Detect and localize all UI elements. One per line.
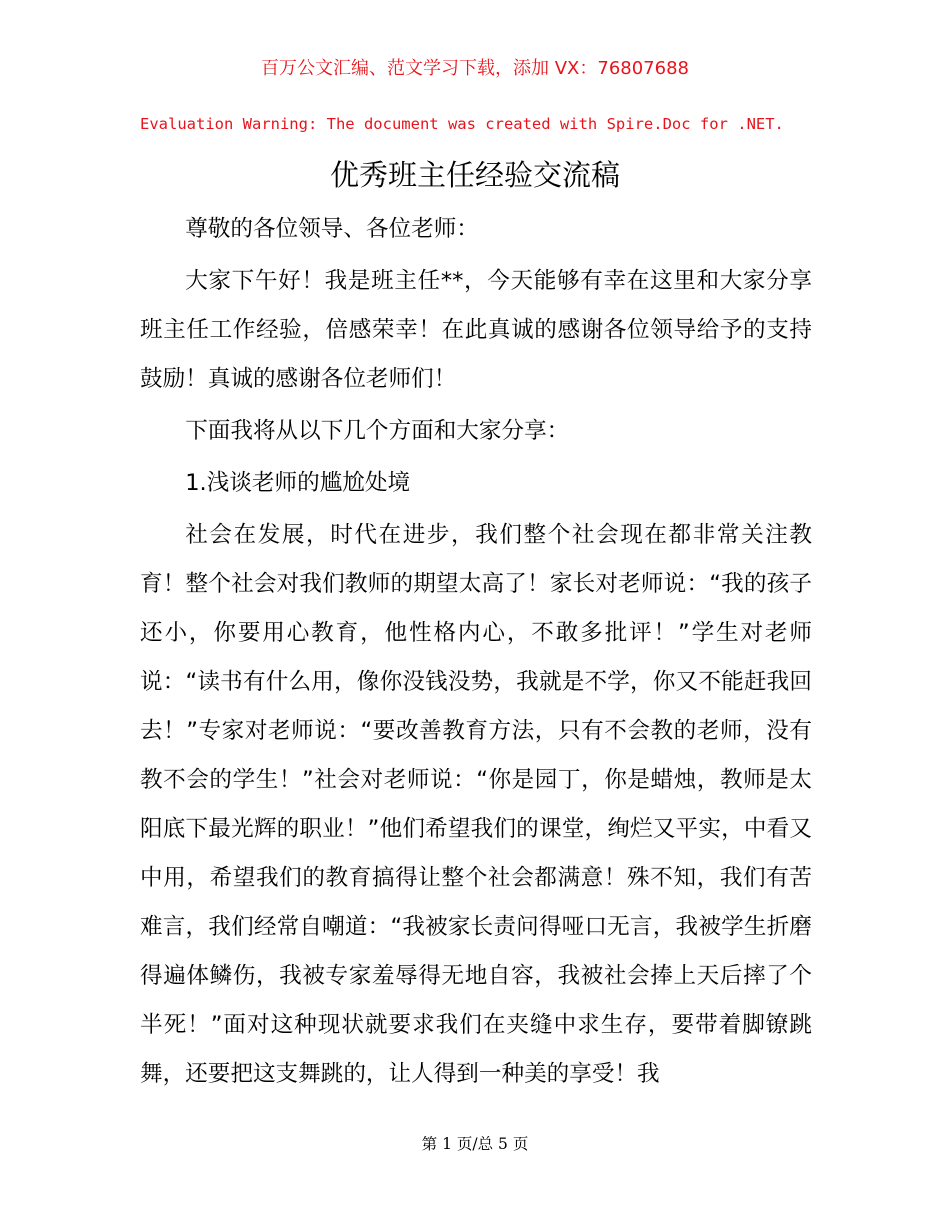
document-body xyxy=(140,205,812,1102)
evaluation-warning: Evaluation Warning: The document was created with Spire.Doc for .NET. xyxy=(140,115,784,133)
document-title: 优秀班主任经验交流稿 xyxy=(329,158,620,192)
section-heading: 1.浅谈老师的尴尬处境 xyxy=(185,470,411,496)
promo-banner: 百万公文汇编、范文学习下载，添加 VX：76807688 xyxy=(261,58,689,79)
salutation: 尊敬的各位领导、各位老师： xyxy=(185,216,479,242)
body-paragraph: 大家下午好！我是班主任**，今天能够有幸在这里和大家分享班主任工作经验，倍感荣幸！在此真诚的感谢各位领导给予的支持鼓励！真诚的感谢各位老师们！ xyxy=(140,268,812,392)
body-paragraph: 社会在发展，时代在进步，我们整个社会现在都非常关注教育！整个社会对我们教师的期望太高了！家长对老师说：“我的孩子还小，你要用心教育，他性格内心，不敢多批评！”学生对老师说：“读书有什么用，像你没钱没势，我就是不学，你又不能赶我回去！”专家对老师说：“要改善教育方法，只有不会教的老师，没有教不会的学生！”社会对老师说：“你是园丁，你是蜡烛，教师是太阳底下最光辉的职业！”他们希望我们的课堂，绚烂又平实，中看又中用，希望我们的教育搞得让整个社会都满意！殊不知，我们有苦难言，我们经常自嘲道：“我被家长责问得哑口无言，我被学生折磨得遍体鳞伤，我被专家羞辱得无地自容，我被社会捧上天后摔了个半死！”面对这种现状就要求我们在夹缝中求生存，要带着脚镣跳舞，还要把这支舞跳的，让人得到一种美的享受！我 xyxy=(140,522,812,1087)
body-paragraph: 下面我将从以下几个方面和大家分享： xyxy=(185,418,570,444)
page-number: 第 1 页/总 5 页 xyxy=(421,1135,529,1153)
